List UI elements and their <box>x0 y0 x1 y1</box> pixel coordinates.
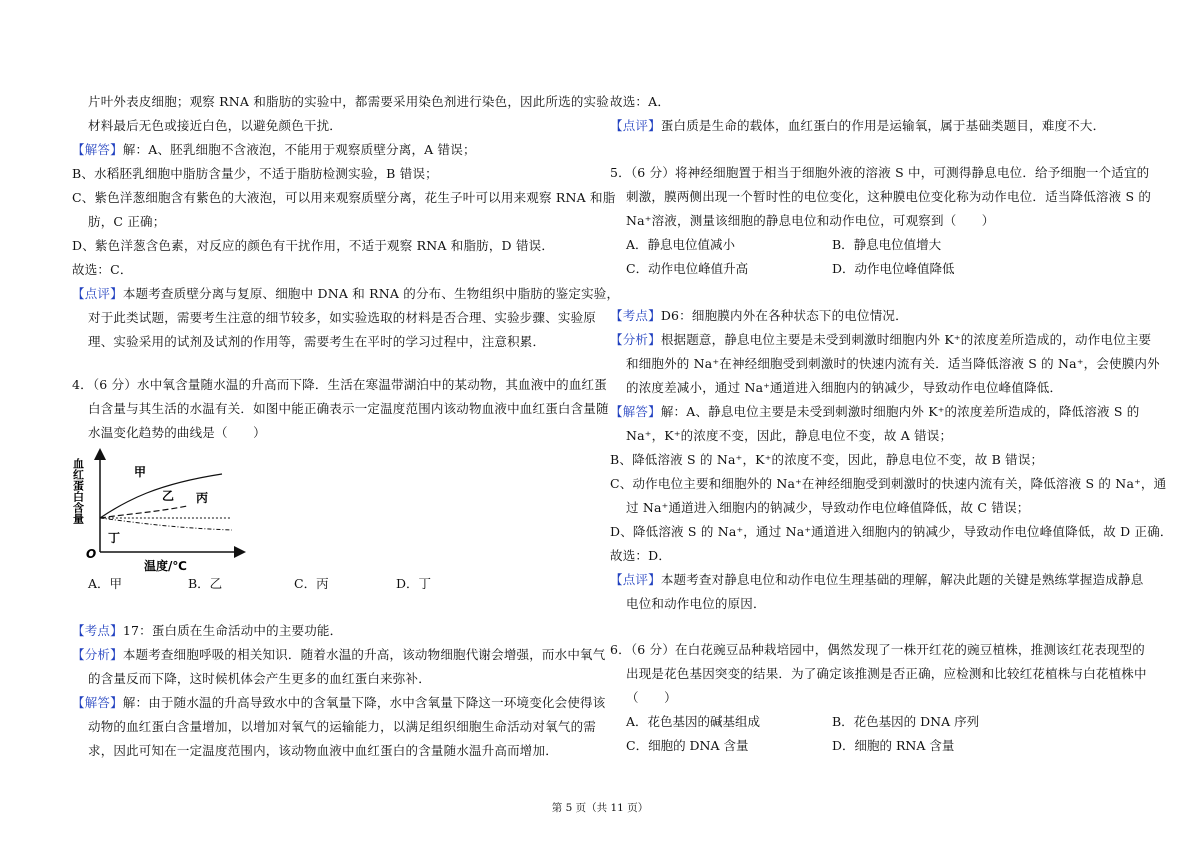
question-4-line: 4．（6 分）水中氧含量随水温的升高而下降．生活在寒温带湖泊中的某动物，其血液中的血红蛋 <box>72 377 607 392</box>
text-line: 故选：C． <box>72 262 133 277</box>
text-line: 材料最后无色或接近白色，以避免颜色干扰． <box>88 118 343 133</box>
option-a: A．静息电位值减小 <box>626 237 736 252</box>
comment-section <box>610 117 1105 135</box>
question-6-line: 出现是花色基因突变的结果．为了确定该推测是否正确，应检测和比较红花植株与白花植株中 <box>626 666 1147 681</box>
answer-section <box>610 403 1139 421</box>
analysis-section <box>72 646 605 664</box>
answer-section <box>72 694 605 712</box>
section-tag: 【考点】 <box>610 308 661 323</box>
text-line: 对于此类试题，需要考生注意的细节较多，如实验选取的材料是否合理、实验步骤、实验原 <box>88 310 597 325</box>
section-tag: 【点评】 <box>610 118 661 133</box>
text-span: 解：A、静息电位主要是未受到刺激时细胞内外 K⁺的浓度差所造成的，降低溶液 S 的 <box>660 404 1140 419</box>
text-line: 和细胞外的 Na⁺在神经细胞受到刺激时的快速内流有关．适当降低溶液 S 的 Na⁺，会使膜内外 <box>626 356 1160 371</box>
text-span: 解：由于随水温的升高导致水中的含氧量下降，水中含氧量下降这一环境变化会使得该 <box>122 695 606 710</box>
text-line: Na⁺，K⁺的浓度不变，因此，静息电位不变，故 A 错误； <box>626 428 953 443</box>
text-line: B、水稻胚乳细胞中脂肪含量少，不适于脂肪检测实验，B 错误； <box>72 166 438 181</box>
text-line: 故选：D． <box>610 548 672 563</box>
text-line: C、动作电位主要和细胞外的 Na⁺在神经细胞受到刺激时的快速内流有关，降低溶液 S 的 Na⁺，通 <box>610 476 1167 491</box>
y-axis-label: 血红蛋白含量 <box>72 458 85 524</box>
section-tag: 【点评】 <box>610 572 661 587</box>
curve-label-ding: 丁 <box>108 531 121 545</box>
origin-label: O <box>86 547 97 561</box>
text-line: 过 Na⁺通道进入细胞内的钠减少，导致动作电位峰值降低，故 C 错误； <box>626 500 1030 515</box>
text-span: 本题考查对静息电位和动作电位生理基础的理解，解决此题的关键是熟练掌握造成静息 <box>660 572 1144 587</box>
curve-label-bing: 丙 <box>196 491 209 505</box>
option-d: D．丁 <box>396 576 432 591</box>
curve-label-jia: 甲 <box>134 465 147 479</box>
text-span: D6：细胞膜内外在各种状态下的电位情况． <box>660 308 908 323</box>
text-line: 动物的血红蛋白含量增加，以增加对氧气的运输能力，以满足组织细胞生命活动对氧气的需 <box>88 719 597 734</box>
text-line: D、紫色洋葱含色素，对反应的颜色有干扰作用，不适于观察 RNA 和脂肪，D 错误． <box>72 238 555 253</box>
option-a: A．花色基因的碱基组成 <box>626 714 761 729</box>
text-line: C、紫色洋葱细胞含有紫色的大液泡，可以用来观察质壁分离，花生子叶可以用来观察 RNA 和脂 <box>72 190 616 205</box>
section-tag: 【分析】 <box>610 332 661 347</box>
curve-ding <box>100 518 232 530</box>
text-line: 的浓度差减小，通过 Na⁺通道进入细胞内的钠减少，导致动作电位峰值降低． <box>626 380 1063 395</box>
comment-section <box>610 571 1143 589</box>
text-line: 电位和动作电位的原因． <box>626 596 766 611</box>
question-4-line: 水温变化趋势的曲线是（ ） <box>88 425 266 440</box>
section-tag: 【点评】 <box>72 286 123 301</box>
option-c: C．动作电位峰值升高 <box>626 261 749 276</box>
question-4-line: 白含量与其生活的水温有关．如图中能正确表示一定温度范围内该动物血液中血红蛋白含量随 <box>88 401 609 416</box>
text-line: B、降低溶液 S 的 Na⁺，K⁺的浓度不变，因此，静息电位不变，故 B 错误； <box>610 452 1044 467</box>
text-span: 本题考查细胞呼吸的相关知识．随着水温的升高，该动物细胞代谢会增强，而水中氧气 <box>122 647 606 662</box>
text-span: 解：A、胚乳细胞不含液泡，不能用于观察质壁分离，A 错误； <box>122 142 476 157</box>
text-span: 17：蛋白质在生命活动中的主要功能． <box>122 623 343 638</box>
page-footer: 第 5 页（共 11 页） <box>551 802 649 814</box>
analysis-section <box>610 331 1151 349</box>
question-6-line: （ ） <box>626 690 677 705</box>
text-line: 故选：A． <box>610 94 671 109</box>
kaodian-section <box>610 307 908 325</box>
text-line: 求，因此可知在一定温度范围内，该动物血液中血红蛋白的含量随水温升高而增加． <box>88 743 558 758</box>
question-6-line: 6．（6 分）在白花豌豆品种栽培园中，偶然发现了一株开红花的豌豆植株，推测该红花表现型的 <box>610 642 1145 657</box>
curve-label-yi: 乙 <box>162 489 175 503</box>
comment-section <box>72 285 619 303</box>
option-b: B．乙 <box>188 576 223 591</box>
section-tag: 【分析】 <box>72 647 123 662</box>
text-line: 理、实验采用的试剂及试剂的作用等，需要考生在平时的学习过程中，注意积累． <box>88 334 546 349</box>
answer-section <box>72 141 476 159</box>
hemoglobin-temperature-graph <box>72 448 252 572</box>
section-tag: 【解答】 <box>72 142 123 157</box>
option-d: D．动作电位峰值降低 <box>832 261 955 276</box>
text-line: 肪，C 正确； <box>88 214 166 229</box>
text-span: 根据题意，静息电位主要是未受到刺激时细胞内外 K⁺的浓度差所造成的，动作电位主要 <box>660 332 1152 347</box>
section-tag: 【考点】 <box>72 623 123 638</box>
option-a: A．甲 <box>88 576 123 591</box>
text-line: 的含量反而下降，这时候机体会产生更多的血红蛋白来弥补． <box>88 671 431 686</box>
text-line: 片叶外表皮细胞；观察 RNA 和脂肪的实验中，都需要采用染色剂进行染色，因此所选的实验 <box>88 94 609 109</box>
option-c: C．细胞的 DNA 含量 <box>626 738 749 753</box>
question-5-line: 刺激，膜两侧出现一个暂时性的电位变化，这种膜电位变化称为动作电位．适当降低溶液 S 的 <box>626 189 1152 204</box>
option-b: B．花色基因的 DNA 序列 <box>832 714 980 729</box>
option-c: C．丙 <box>294 576 329 591</box>
x-axis-label: 温度/℃ <box>144 559 187 572</box>
section-tag: 【解答】 <box>610 404 661 419</box>
question-5-line: Na⁺溶液，测量该细胞的静息电位和动作电位，可观察到（ ） <box>626 213 995 228</box>
option-d: D．细胞的 RNA 含量 <box>832 738 955 753</box>
curve-yi <box>100 506 187 518</box>
option-b: B．静息电位值增大 <box>832 237 942 252</box>
section-tag: 【解答】 <box>72 695 123 710</box>
text-span: 本题考查质壁分离与复原、细胞中 DNA 和 RNA 的分布、生物组织中脂肪的鉴定实验， <box>122 286 620 301</box>
text-span: 蛋白质是生命的载体，血红蛋白的作用是运输氧，属于基础类题目，难度不大． <box>660 118 1106 133</box>
text-line: D、降低溶液 S 的 Na⁺，通过 Na⁺通道进入细胞内的钠减少，导致动作电位峰值降低，故 D 正确． <box>610 524 1173 539</box>
question-5-line: 5．（6 分）将神经细胞置于相当于细胞外液的溶液 S 中，可测得静息电位．给予细胞一个适宜的 <box>610 165 1150 180</box>
kaodian-section <box>72 622 342 640</box>
